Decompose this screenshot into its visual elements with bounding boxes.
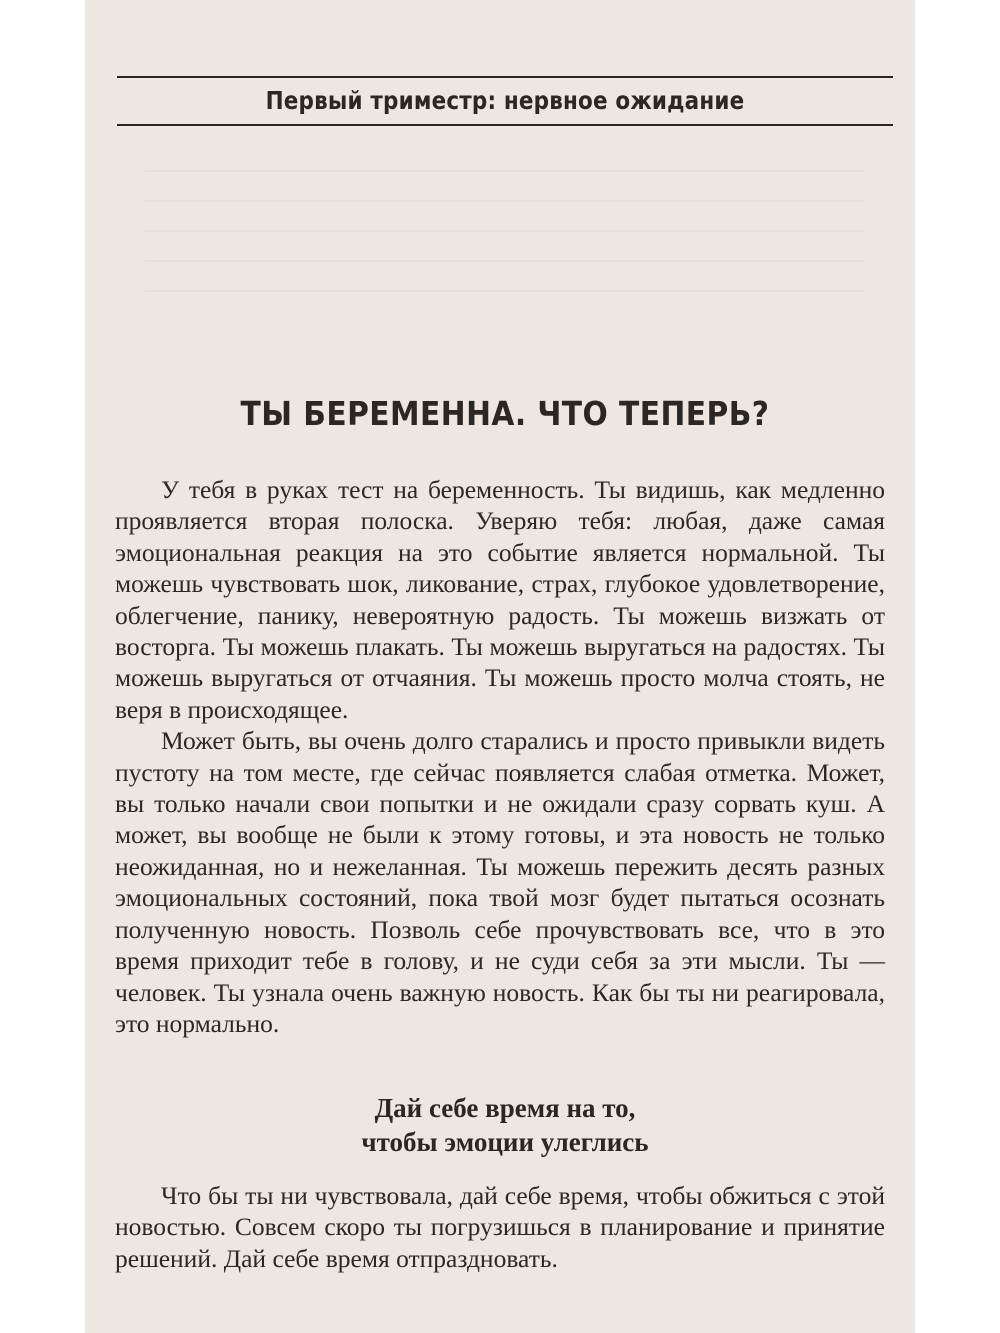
paragraph: У тебя в руках тест на беременность. Ты видишь, как медленно проявляется вторая полоска. Уверяю тебя: любая, даже самая эмоциональная реакция на это событие является нормальной. Ты можешь чувствовать шок, ликование, страх, глубокое удовлетворение, облегчение, панику, невероятную радость. Ты можешь визжать от восторга. Ты можешь плакать. Ты можешь выругаться на радостях. Ты можешь выругаться от отчаяния. Ты можешь просто молча стоять, не веря в происходящее. [115,475,885,724]
section-b-body [115,1180,885,1274]
book-page [85,0,915,1333]
paragraph: Может быть, вы очень долго старались и просто привыкли видеть пустоту на том месте, где сейчас появляется слабая отметка. Может, вы только начали свои попытки и не ожидали сразу сорвать куш. А может, вы вообще не были к этому готовы, и эта новость не только неожиданная, но и нежеланная. Ты можешь пережить десять разных эмоциональных состояний, пока твой мозг будет пытаться осознать полученную новость. Позволь себе прочувствовать все, что в это время приходит тебе в голову, и не суди себя за эти мысли. Ты — человек. Ты узнала очень важную новость. Как бы ты ни реагировала, это нормально. [115,726,885,1038]
chapter-title: ТЫ БЕРЕМЕННА. ЧТО ТЕПЕРЬ? [240,394,770,433]
section-a-body [115,474,885,1039]
header-rule-bottom [117,124,893,126]
running-head: Первый триместр: нервное ожидание [265,86,745,115]
paragraph: Что бы ты ни чувствовала, дай себе время, чтобы обжиться с этой новостью. Совсем скоро ты погрузишься в планирование и принятие решений. Дай себе время отпраздновать. [115,1181,885,1273]
subheading-line: Дай себе время на то, [374,1093,636,1123]
bleed-through-texture [145,170,865,320]
section-subheading [117,1091,893,1159]
subheading-line: чтобы эмоции улеглись [361,1127,649,1157]
header-rule-top [117,76,893,78]
